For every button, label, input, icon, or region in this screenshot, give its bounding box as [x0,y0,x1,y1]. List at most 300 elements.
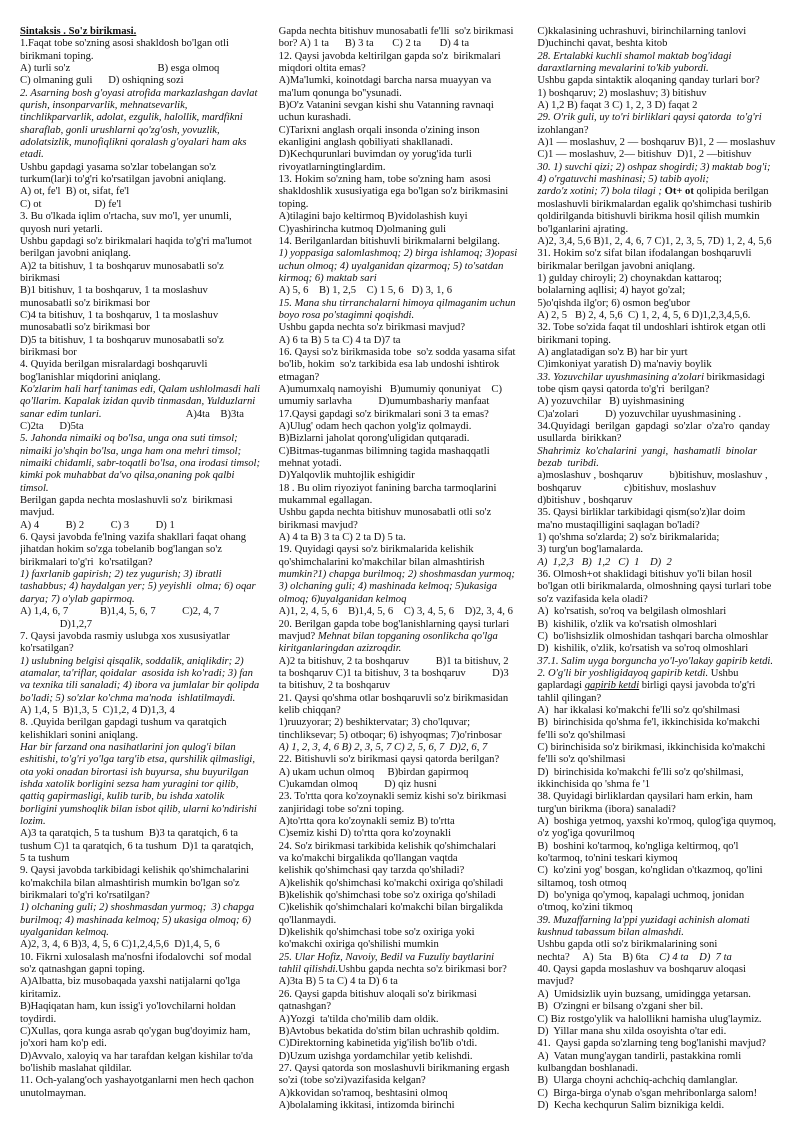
text-line [279,1088,528,1100]
text-run: birikmalari to'g'ri ko'rsatilgan? [20,890,150,902]
text-line [537,199,786,211]
text-line [20,507,269,519]
text-line [537,902,786,914]
text-run: 3. Bu o'lkada iqlim o'rtacha, suv mo'l, yer unumli, [20,211,232,223]
text-run: o'z yog'iga qovurilmoq [537,828,635,840]
text-line [279,236,528,248]
text-run: A)Ma'lumki, koinotdagi barcha narsa muayyan va [278,75,492,87]
text-line [20,248,269,260]
text-run: A)1, 2, 4, 5, 6 B)1,4, 5, 6 C) 3, 4, 5, 6 D)2, 3, 4, 6 [278,606,513,618]
text-line [279,470,528,482]
text-run: 6. Qaysi javobda fe'lning vazifa shakllari faqat ohang [20,532,247,544]
text-line [20,952,269,964]
text-run: ta bitishuv, 2 ta boshqaruv [278,680,391,692]
text-line [20,1001,269,1013]
text-line [20,1051,269,1063]
text-run: birikmasi bor [20,346,77,358]
text-run: birikmasi [20,272,61,284]
text-run: A)Yozgi ta'tilda cho'milib dam oldik. [278,1013,439,1025]
text-line [20,668,269,680]
text-line [279,902,528,914]
text-line [279,643,528,655]
text-line [20,162,269,174]
text-line [279,359,528,371]
text-run: C) Birga-birga o'ynab o'sgan mehribonlarga salom! [537,1087,758,1099]
text-line [279,384,528,396]
text-line [537,804,786,816]
text-line [20,384,269,396]
text-run: 22. Bitishuvli so'z birikmasi qaysi qatorda berilgan? [278,754,500,766]
text-run: etmagan? [278,371,320,383]
text-line [20,372,269,384]
text-line [20,199,269,211]
text-run: 1) qo'shma so'zlarda; 2) so'z birikmalarida; [537,532,720,544]
text-run: 10. Fikrni xulosalash ma'nosfni ifodalovchi sof modal [20,951,252,963]
text-run: tahlil qilishdi. [278,964,339,976]
text-run: 13. Hokim so'zning ham, tobe so'zning ham asosi [278,174,491,186]
text-line [537,865,786,877]
text-line [279,779,528,791]
text-run: 4. Quyida berilgan misralardagi boshqaruvli [20,359,208,371]
text-line [279,619,528,631]
text-line [279,174,528,186]
text-run: B)1 bitishuv, 1 ta boshqaruv, 1 ta moslashuv [20,285,208,297]
text-line [537,1063,786,1075]
text-run: C)Bitmas-tuganmas bilimning tagida mashaqqatli [278,445,490,457]
text-run: fe'lli so'z qo'shilmasi [537,754,626,766]
text-run: so'z vazifasida kela oladi? [537,593,648,605]
text-line [537,310,786,322]
text-line [279,606,528,618]
text-line [537,261,786,273]
text-line [537,594,786,606]
text-run: bo'lib, hokim so'z tarkibida esa lab undoshi ishtirok [278,359,500,371]
text-run: zardo'z xotini; 7) bola tilagi ; [537,186,665,198]
text-line [537,1051,786,1063]
text-line [537,1026,786,1038]
text-line [537,137,786,149]
text-line [20,594,269,606]
text-line [537,520,786,532]
text-line [279,569,528,581]
text-run: Ushbu gapdagi yasama so'zlar tobelangan so'z [20,161,216,173]
text-line [537,75,786,87]
text-run: adolatsizlik, munofiqlikni qoralash g'oyalari ham aks [20,137,247,149]
text-line [279,939,528,951]
text-run: kulbangdan boshlanadi. [537,1062,638,1074]
text-line [279,767,528,779]
text-run: birikmani toping. [537,334,611,346]
text-line [20,470,269,482]
text-run: C)semiz kishi D) to'rtta qora ko'zoynakli [278,828,452,840]
text-line [537,705,786,717]
text-line [20,186,269,198]
text-line [20,396,269,408]
text-line [279,100,528,112]
text-run: kimki pok muhabbat da'vo qilsa,onaning pok qalbi [20,470,235,482]
text-run: A)3 ta qaratqich, 5 ta tushum B)3 ta qaratqich, 6 ta [20,828,238,840]
text-run: B) Ularga choyni achchiq-achchiq damlanglar. [537,1075,738,1087]
text-run: D)Uzum uzishga yordamchilar yetib kelishdi. [278,1050,473,1062]
text-run: D)Kechqurunlari buvimdan oy yorug'ida turli [278,149,472,161]
text-line [279,396,528,408]
text-line [279,421,528,433]
text-run: C)1 — moslashuv, 2— bitishuv D)1, 2 —bitishuv [537,149,752,161]
text-run: d)bitishuv , boshqaruv [537,495,633,507]
text-line [279,137,528,149]
text-run: D)5 ta bitishuv, 1 ta boshqaruv munosabatli so'z [20,334,224,346]
text-run: olmoq; 6)uyalganidan kelmoq [278,593,407,605]
text-line [537,569,786,581]
text-line [20,322,269,334]
text-run: 4) o'rgatuvchi mashinasi; 5) tabib ayoli; [537,174,709,186]
text-line [20,915,269,927]
text-run: mukammal egallagan. [278,495,373,507]
text-run: munosabatli so'z birikmasi bor [20,297,150,309]
text-run: qoldirilganda bitishuvli birikma hosil qilish mumkin [537,211,760,223]
text-run: C)a'zolari D) yozuvchilar uyushmasining . [537,408,742,420]
text-line [537,730,786,742]
text-line [279,730,528,742]
text-run: tinchlikparvarlik, adolat, ezgulik, halollik, mardfikni [20,112,243,124]
text-run: 36. Olmosh+ot shaklidagi bitishuv yo'li bilan hosil [537,569,753,581]
text-line [20,631,269,643]
text-run: usullarda birikkan? [537,433,622,445]
text-line [537,890,786,902]
text-run: moslashuvli birikmalardan egalik qo'shimchasi tushirib [537,198,772,210]
text-line [279,125,528,137]
text-run: 29. O'rik guli, uy to'ri birliklari qaysi qatorda to'g'ri [537,112,762,124]
text-run: mavjud? [537,976,574,988]
text-run: C)kelishik qo'shimchalari ko'makchi bilan birgalikda [278,902,503,914]
text-line [20,804,269,816]
text-line [20,458,269,470]
text-line [537,433,786,445]
text-run: turkum(lar)i to'g'ri ko'rsatilgan javobni aniqlang. [20,174,227,186]
text-line [537,643,786,655]
text-run: nechta? A) 5ta B) 6ta [537,951,660,963]
text-run: bezab turibdi. [537,458,599,470]
text-run: Ko'zlarim hali harf tanimas edi, Qalam ushlolmasdi hali [20,383,261,395]
text-run: borligini yumshoqlik bilan isbot qilib, ularni ko'ndirishi [20,803,257,815]
text-run: A) anglatadigan so'z B) har bir yurt [537,346,688,358]
text-run: 1) yoppasiga salomlashmoq; 2) birga ishlamoq; 3)opasi [278,248,518,260]
text-run: munosabatli so'z birikmasi bor [20,322,150,334]
text-run: 39. Muzaffarning la'ppi yuzidagi achinish alomati [537,914,750,926]
text-run: 35. Qaysi birliklar tarkibidagi qism(so'z)lar doim [537,507,746,519]
text-line [20,1026,269,1038]
page-heading: Sintaksis . So'z birikmasi. [20,26,137,37]
text-line [537,1075,786,1087]
text-run: kiritamiz. [20,988,61,1000]
text-run: 18 . Bu olim riyoziyot fanining barcha tarmoqlarini [278,482,497,494]
text-line [537,125,786,137]
text-run: B)O'z Vatanini sevgan kishi shu Vatanning ravnaqi [278,100,494,112]
text-line [20,742,269,754]
text-line [537,359,786,371]
text-run: A) 1,4, 6, 7 B)1,4, 5, 6, 7 C)2, 4, 7 [20,606,220,618]
text-run: toydirdi. [20,1013,57,1025]
text-run: 41. Qaysi gapda so'zlarning teng bog'lanishi mavjud? [537,1038,766,1050]
text-run: 1) gulday chiroyli; 2) choynakdan kattaroq; [537,272,722,284]
text-line [537,384,786,396]
text-run: 34.Quyidagi berilgan gapdagi so'zlar o'za'ro qanday [537,421,770,432]
text-line [537,816,786,828]
text-run: qurish, insonparvarlik, mehnatsevarlik, [20,100,188,112]
text-run: A)kkovidan so'ramoq, beshtasini olmoq [278,1087,448,1099]
text-run: nimaiki chidamli, sabr-toqatli bo'lsa, ona irodasi timsol; [20,458,261,470]
text-run: D)1,2,7 [20,618,93,630]
text-line [537,989,786,1001]
text-line [537,1088,786,1100]
text-run: fe'lli so'z qo'shilmasi [537,729,626,741]
text-run: tobe qism qaysi qatorda to'g'ri berilgan? [537,383,710,395]
text-line [20,619,269,631]
text-run: D) Yillar mana shu xilda osoyishta o'tar edi. [537,1025,727,1037]
text-run: 5 ta tushum [20,853,70,865]
text-run: Ushbu gapda nechta so'z birikmasi bor? [338,964,507,976]
text-line [537,347,786,359]
text-run: 1) uslubning belgisi qisqalik, soddalik, aniqlikdir; 2) [20,655,244,667]
text-line [20,421,269,433]
text-line [279,273,528,285]
text-line [279,816,528,828]
text-run: 14. Berilganlardan bitishuvli birikmalarni belgilang. [278,235,500,247]
text-line [537,878,786,890]
text-line [20,853,269,865]
text-line [279,507,528,519]
text-run: C) Biz rostgo'ylik va halollikni hamisha ulug'laymiz. [537,1013,762,1025]
text-run: nimaiki jo'shqin bo'lsa, unga ham ona mehri timsol; [20,445,242,457]
text-line [20,964,269,976]
text-run: A) boshiga yetmoq, yaxshi ko'rmoq, qulog'iga quymoq, [537,816,776,827]
text-run: bog'lanishlar miqdorini aniqlang. [20,371,161,383]
text-line [279,804,528,816]
text-line [279,298,528,310]
text-line [20,767,269,779]
text-run: 2. Asarning bosh g'oyasi atrofida markazlashgan davlat [20,87,258,99]
text-line [279,1026,528,1038]
text-run: B) kishilik, o'zlik va ko'rsatish olmoshlari [537,618,717,630]
text-run: bo'lishib maslahat qildilar. [20,1062,132,1074]
text-run: unutolmayman. [20,1087,87,1099]
text-line [20,939,269,951]
text-run: A) Umidsizlik uyin buzsang, umidingga yetarsan. [537,988,751,1000]
text-line [20,211,269,223]
text-line [279,581,528,593]
text-run: Ushbu [708,667,739,679]
text-line [20,779,269,791]
text-line [537,396,786,408]
text-run: lozim. [20,816,46,827]
text-run: 20. Berilgan gapda tobe bog'lanishlarning qaysi turlari [278,618,510,630]
text-run: bo'lgan otli birikmalarda, olmoshning qaysi turlari tobe [537,581,772,593]
text-run: A) 4 B) 2 C) 3 D) 1 [20,519,175,531]
text-run: sharaflab, gonli urushlarni qo'zg'osh, yovuzlik, [20,124,220,136]
text-line [537,100,786,112]
text-line [20,656,269,668]
text-line [537,149,786,161]
text-line [20,63,269,75]
text-line [537,273,786,285]
text-line [279,409,528,421]
text-run: va ko'makchi birgalikda qo'llangan vaqtda [278,853,458,865]
text-run: A) 5, 6 B) 1, 2,5 C) 1 5, 6 D) 3, 1, 6 [278,285,452,297]
text-line [279,841,528,853]
text-run: birikmasidagi [704,371,765,383]
text-run: Ushbu gapda nechta bitishuv munosabatli otli so'z [278,507,492,519]
text-run: ko'tarmoq, to'nini teskari kiymoq [537,853,678,865]
text-line [537,372,786,384]
text-run: 25. Ular Hofiz, Navoiy, Bedil va Fuzuliy baytlarini [278,951,495,963]
text-run: A) 6 ta B) 5 ta C) 4 ta D)7 ta [278,334,401,346]
text-line [279,458,528,470]
text-run: A) 2, 5 B) 2, 4, 5,6 C) 1, 2, 4, 5, 6 D)1,2,3,4,5,6. [537,309,751,321]
text-run: 1) faxrlanib gapirish; 2) tez yugurish; 3) ibratli [20,569,222,581]
text-run: A)2, 3, 4, 6 B)3, 4, 5, 6 C)1,2,4,5,6 D)1,4, 5, 6 [20,939,220,951]
text-run: A)4ta B)3ta [101,408,244,420]
text-line [279,75,528,87]
column-middle [279,26,528,1131]
text-line [279,285,528,297]
text-run: D) Kecha kechqurun Salim biznikiga keldi. [537,1099,725,1111]
text-line [537,828,786,840]
column-right [537,26,786,1131]
text-line [279,372,528,384]
text-line [20,643,269,655]
text-line [537,717,786,729]
text-run: va texnika tili sanaladi; 4) ibora va jumlalar bir qolipda [20,680,260,692]
text-run: 16. Qaysi so'z birikmasida tobe so'z sodda yasama sifat [278,346,516,358]
text-line [537,112,786,124]
text-run: C)kkalasining uchrashuvi, birinchilarning tanlovi [537,26,747,37]
text-line [537,742,786,754]
text-line [279,668,528,680]
text-line [20,791,269,803]
text-run: etadi. [20,149,44,161]
text-line [20,409,269,421]
text-run: 38. Quyidagi birliklardan qaysilari ham erkin, ham [537,791,753,803]
text-line [279,1051,528,1063]
text-run: 3) turg'un bog'lamalarda. [537,544,644,556]
text-run: tinchliksevar; 5) otboqar; 6) ishyoqmas; 7)o'rinbosar [278,729,502,741]
text-line [20,754,269,766]
text-run: birikmasi mavjud? [278,519,358,531]
text-run: boyo rosa po'stagimni qoqishdi. [278,309,415,321]
text-line [537,544,786,556]
text-run: tushum C)1 ta qaratqich, 6 ta tushum D)1 ta qaratqich, [20,840,254,852]
text-run: Ot+ ot [664,186,694,198]
text-line [279,594,528,606]
text-run: bor? A) 1 ta B) 3 ta C) 2 ta D) 4 ta [278,38,470,50]
text-line [537,446,786,458]
text-run: D) bo'yniga qo'ymoq, kapalagi uchmoq, jonidan [537,890,745,902]
text-line [279,162,528,174]
text-line [20,606,269,618]
column-left [20,26,269,1131]
text-run: uchun kurashadi. [278,112,352,124]
text-line [279,705,528,717]
text-line [537,174,786,186]
text-line [20,335,269,347]
text-line [279,693,528,705]
text-run: 2. O'g'li bir yoshligidayoq gapirib ketdi. [537,667,709,679]
text-line [20,38,269,50]
text-run: C)ukamdan olmoq D) qiz husni [278,778,437,790]
text-line [20,273,269,285]
text-run: A)kelishik qo'shimchasi ko'makchi oxiriga qo'shiladi [278,877,504,889]
text-line [279,483,528,495]
text-run: darya; 7) o'ylab gapirmoq. [20,593,135,605]
text-run: 3) olchaning guli; 4) mashinada kelmoq; 5)ukasiga [278,581,497,593]
text-run: bolalarning aqllisi; 4) hayot go'zal; [537,285,686,297]
text-line [279,976,528,988]
text-line [537,606,786,618]
text-line [537,656,786,668]
text-run: Ushbu gapdagi so'z birikmalari haqida to'g'ri ma'lumot [20,235,252,247]
text-line [279,964,528,976]
text-run: B) birinchisida qo'shma fe'l, ikkinchisida ko'makchi [537,717,760,729]
text-run: C)Tarixni anglash orqali insonda o'zining inson [278,124,480,136]
text-run: ekanligini anglash qobiliyati shakllanadi. [278,137,453,149]
text-line [537,458,786,470]
text-line [279,112,528,124]
text-run: qolipida berilgan [693,186,769,198]
text-line [279,495,528,507]
text-run: kelib chiqqan? [278,704,341,716]
text-run: Mehnat bilan topganing osonlikcha qo'lga [317,630,498,642]
text-line [20,137,269,149]
text-run: qatnashgan? [278,1001,332,1013]
text-run: A)2 ta bitishuv, 2 ta boshqaruv B)1 ta bitishuv, 2 [278,655,509,667]
text-line [279,1063,528,1075]
text-run: 19. Quyidagi qaysi so'z birikmalarida kelishik [278,544,474,556]
text-line [279,88,528,100]
text-line [537,63,786,75]
text-run: A)to'rtta qora ko'zoynakli semiz B) to'rtta [278,816,455,827]
text-run: C)imkoniyat yaratish D) ma'naviy boylik [537,359,712,371]
text-run: A)1 — moslashuv, 2 — boshqaruv B)1, 2 — moslashuv [537,137,776,149]
text-run: 26. Qaysi gapda bitishuv aloqali so'z birikmasi [278,988,477,1000]
text-line [279,952,528,964]
text-line [20,730,269,742]
text-line [279,865,528,877]
text-line [20,680,269,692]
text-run: D) kishilik, o'zlik, ko'rsatish va so'roq olmoshlari [537,643,749,655]
text-run: eshitishi, to'g'ri yo'lga targ'ib etsa, qurshilik qilmasligi, [20,754,255,766]
text-line [279,1001,528,1013]
text-run: ma'no mustaqilligini saqlagan bo'ladi? [537,519,700,531]
text-run: 32. Tobe so'zida faqat til undoshlari ishtirok etgan otli [537,322,766,334]
text-line [279,853,528,865]
text-run: toping. [278,198,309,210]
text-line [279,1100,528,1112]
text-run: quyosh nuri yetarli. [20,223,103,235]
text-line [20,88,269,100]
text-line [537,939,786,951]
text-run: birikmalari to'g'ri ko'rsatilgan? [20,556,153,568]
text-run: A) har ikkalasi ko'makchi fe'lli so'z qo'shilmasi [537,704,741,716]
text-line [279,199,528,211]
text-line [537,38,786,50]
text-run: Shahrimiz ko'chalarini yangi, hashamatli binolar [537,445,758,457]
text-run: turg'un birikma (ibora) sanaladi? [537,803,676,815]
text-run: 9. Qaysi javobda tarkibidagi kelishik qo'shimchalarini [20,865,250,877]
text-run: gapirib ketdi [584,680,640,692]
text-line [20,532,269,544]
text-line [279,310,528,322]
text-run: Ushbu gapda nechta so'z birikmasi mavjud? [278,322,466,334]
